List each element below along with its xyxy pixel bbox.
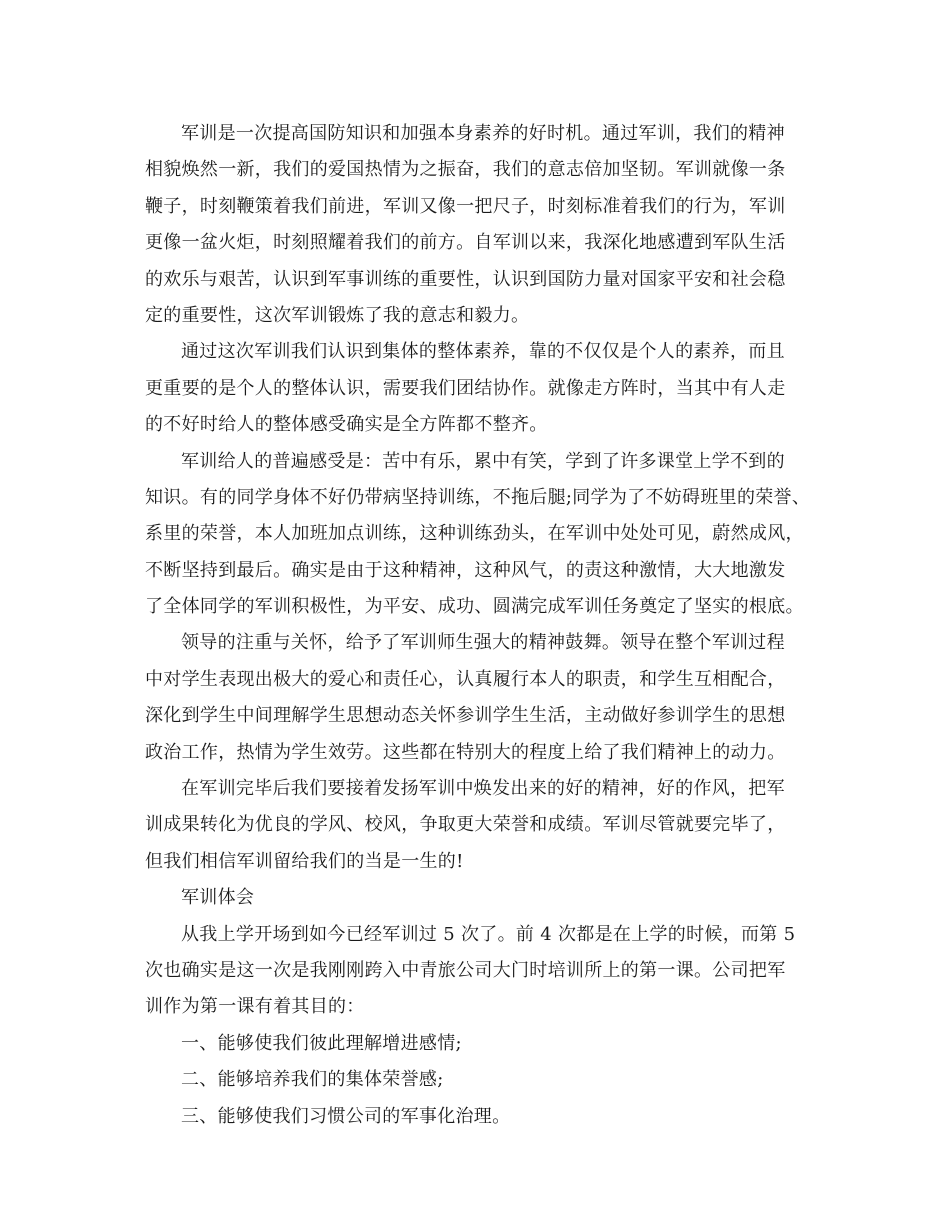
text-line: 了全体同学的军训积极性，为平安、成功、圆满完成军训任务奠定了坚实的根底。 [145, 596, 804, 618]
text-line: 次也确实是这一次是我刚刚跨入中青旅公司大门时培训所上的第一课。公司把军 [145, 959, 786, 981]
text-line: 军训体会 [181, 887, 255, 909]
text-line: 但我们相信军训留给我们的当是一生的! [145, 850, 464, 872]
text-line: 不断坚持到最后。确实是由于这种精神，这种风气，的责这种激情，大大地激发 [145, 559, 786, 581]
text-line: 从我上学开场到如今已经军训过 5 次了。前 4 次都是在上学的时候，而第 5 [181, 923, 796, 945]
text-line: 的欢乐与艰苦，认识到军事训练的重要性，认识到国防力量对国家平安和社会稳 [145, 268, 786, 290]
text-line: 政治工作，热情为学生效劳。这些都在特别大的程度上给了我们精神上的动力。 [145, 741, 786, 763]
text-line: 军训是一次提高国防知识和加强本身素养的好时机。通过军训，我们的精神 [181, 123, 785, 144]
text-line: 三、能够使我们习惯公司的军事化治理。 [181, 1105, 511, 1127]
text-line: 知识。有的同学身体不好仍带病坚持训练，不拖后腿;同学为了不妨碍班里的荣誉、 [145, 486, 811, 508]
text-line: 深化到学生中间理解学生思想动态关怀参训学生生活，主动做好参训学生的思想 [145, 705, 786, 727]
text-line: 的不好时给人的整体感受确实是全方阵都不整齐。 [145, 414, 548, 436]
text-line: 军训给人的普遍感受是：苦中有乐，累中有笑，学到了许多课堂上学不到的 [181, 450, 785, 472]
text-line: 系里的荣誉，本人加班加点训练，这种训练劲头，在军训中处处可见，蔚然成风， [145, 523, 804, 545]
text-line: 一、能够使我们彼此理解增进感情; [181, 1032, 462, 1054]
text-line: 中对学生表现出极大的爱心和责任心，认真履行本人的职责，和学生互相配合， [145, 668, 786, 690]
document-body [145, 116, 811, 1135]
text-line: 在军训完毕后我们要接着发扬军训中焕发出来的好的精神，好的作风，把军 [181, 778, 785, 800]
text-line: 更重要的是个人的整体认识，需要我们团结协作。就像走方阵时，当其中有人走 [145, 377, 786, 399]
text-line: 相貌焕然一新，我们的爱国热情为之振奋，我们的意志倍加坚韧。军训就像一条 [145, 159, 786, 181]
text-line: 领导的注重与关怀，给予了军训师生强大的精神鼓舞。领导在整个军训过程 [181, 632, 785, 654]
text-line: 训作为第一课有着其目的： [145, 996, 365, 1018]
text-line: 定的重要性，这次军训锻炼了我的意志和毅力。 [145, 304, 530, 326]
text-line: 二、能够培养我们的集体荣誉感; [181, 1069, 444, 1091]
text-line: 更像一盆火炬，时刻照耀着我们的前方。自军训以来，我深化地感遭到军队生活 [145, 232, 786, 254]
text-line: 鞭子，时刻鞭策着我们前进，军训又像一把尺子，时刻标准着我们的行为，军训 [145, 195, 786, 217]
text-line: 通过这次军训我们认识到集体的整体素养，靠的不仅仅是个人的素养，而且 [181, 341, 785, 363]
text-line: 训成果转化为优良的学风、校风，争取更大荣誉和成绩。军训尽管就要完毕了， [145, 814, 786, 836]
